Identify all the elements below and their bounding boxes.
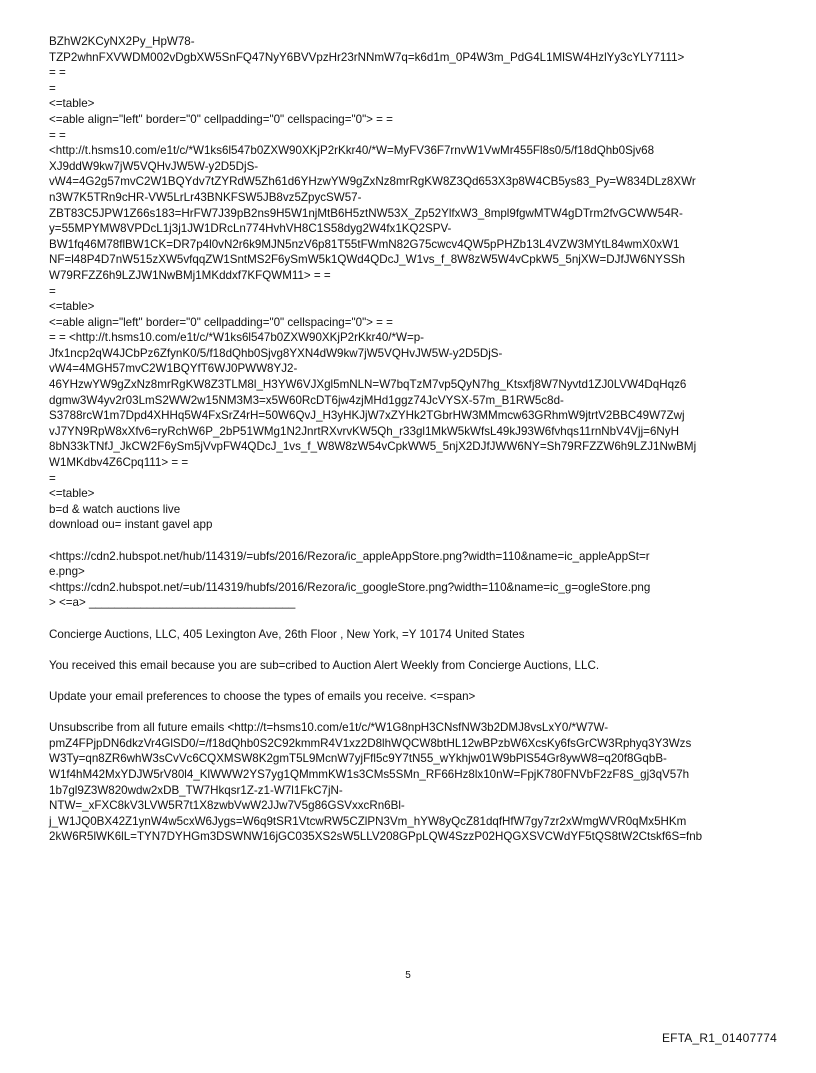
text-line: NTW=_xFXC8kV3LVW5R7t1X8zwbVwW2JJw7V5g86GSVxxcRn6Bl- — [49, 799, 405, 813]
text-line — [49, 673, 773, 689]
text-line: download ou= instant gavel app — [49, 518, 213, 532]
text-line: > <=a> ________________________________ — [49, 596, 296, 610]
document-body — [49, 34, 773, 845]
text-line: = = — [49, 128, 66, 142]
text-line: Unsubscribe from all future emails <http://t=hsms10.com/e1t/c/*W1G8npH3CNsfNW3b2DMJ8vsLxY0/*W7W- — [49, 721, 609, 735]
text-line: dgmw3W4yv2r03LmS2WW2w15NM3M3=x5W60RcDT6jw4zjMHd1ggz74JcVYSX-57m_B1RW5c8d- — [49, 393, 564, 407]
text-line: Jfx1ncp2qW4JCbPz6ZfynK0/5/f18dQhb0Sjvg8YXN4dW9kw7jW5VQHvJW5W-y2D5DjS- — [49, 346, 503, 360]
text-line: vW4=4G2g57mvC2W1BQYdv7tZYRdW5Zh61d6YHzwYW9gZxNz8mrRgKW8Z3Qd653X3p8W4CB5ys83_Py=W834DLz8XWr — [49, 175, 696, 189]
document-id: EFTA_R1_01407774 — [661, 1031, 777, 1045]
text-line: <=table> — [49, 487, 95, 501]
text-line: <=table> — [49, 300, 95, 314]
text-line: <https://cdn2.hubspot.net/=ub/114319/hubfs/2016/Rezora/ic_googleStore.png?width=110&name=ic_g=ogleStore.png — [49, 580, 651, 594]
text-line: W79RFZZ6h9LZJW1NwBMj1MKddxf7KFQWM11> = = — [49, 268, 331, 282]
text-line: pmZ4FPjpDN6dkzVr4GlSD0/=/f18dQhb0S2C92kmmR4V1xz2D8lhWQCW8btHL12wBPzbW6XcsKy6fsGrCW3Rphyq3Y3Wzs — [49, 736, 692, 750]
text-line: <http://t.hsms10.com/e1t/c/*W1ks6l547b0ZXW90XKjP2rKkr40/*W=MyFV36F7rnvW1VwMr455Fl8s0/5/f18dQhb0Sjv68 — [49, 144, 655, 158]
text-line: y=55MPYMW8VPDcL1j3j1JW1DRcLn774HvhVH8C1S58dyg2W4fx1KQ2SPV- — [49, 222, 452, 236]
text-line: W1MKdbv4Z6Cpq111> = = — [49, 456, 189, 470]
text-line: = — [49, 81, 56, 95]
text-line: = = <http://t.hsms10.com/e1t/c/*W1ks6l547b0ZXW90XKjP2rKkr40/*W=p- — [49, 331, 425, 345]
text-line: 1b7gl9Z3W820wdw2xDB_TW7Hkqsr1Z-z1-W7l1FkC7jN- — [49, 783, 343, 797]
text-line: n3W7K5TRn9cHR-VW5LrLr43BNKFSW5JB8vz5ZpycSW57- — [49, 190, 362, 204]
text-line: Update your email preferences to choose the types of emails you receive. <=span> — [49, 689, 476, 703]
text-line: = = — [49, 66, 66, 80]
text-line: W1f4hM42MxYDJW5rV80l4_KlWWW2YS7yg1QMmmKW1s3CMs5SMn_RF66Hz8lx10nW=FpjK780FNVbF2zF8S_gj3qV57h — [49, 767, 690, 781]
text-line: 8bN33kTNfJ_JkCW2F6ySm5jVvpFW4QDcJ_1vs_f_W8W8zW54vCpkWW5_5njX2DJfJWW6NY=Sh79RFZZW6h9LZJ1NwBMj — [49, 440, 697, 454]
text-line: NF=l48P4D7nW515zXW5vfqqZW1SntMS2F6ySmW5k1QWd4QDcJ_W1vs_f_8W8zW5W4vCpkW5_5njXW=DJfJW6NYSSh — [49, 253, 685, 267]
text-line: S3788rcW1m7Dpd4XHHq5W4FxSrZ4rH=50W6QvJ_H3yHKJjW7xZYHk2TGbrHW3MMmcw63GRhmW9jtrtV2BBC49W7Zwj — [49, 409, 685, 423]
text-line: vW4=4MGH57mvC2W1BQYfT6WJ0PWW8YJ2- — [49, 362, 298, 376]
text-line: = — [49, 471, 56, 485]
text-line: ZBT83C5JPW1Z66s183=HrFW7J39pB2ns9H5W1njMtB6H5ztNW53X_Zp52YlfxW3_8mpl9fgwMTW4gDTrm2fvGCWW54R- — [49, 206, 683, 220]
text-line: <=able align="left" border="0" cellpadding="0" cellspacing="0"> = = — [49, 315, 393, 329]
text-line: 2kW6R5lWK6lL=TYN7DYHGm3DSWNW16jGC035XS2sW5LLV208GPpLQW4SzzP02HQGXSVCWdYF5tQS8tW2Ctskf6S=fnb — [49, 830, 703, 844]
text-line: BZhW2KCyNX2Py_HpW78- — [49, 35, 195, 48]
text-line: TZP2whnFXVWDM002vDgbXW5SnFQ47NyY6BVVpzHr23rNNmW7q=k6d1m_0P4W3m_PdG4L1MlSW4HzlYy3cYLY7111> — [49, 50, 685, 64]
text-line: XJ9ddW9kw7jW5VQHvJW5W-y2D5DjS- — [49, 159, 259, 173]
text-line — [49, 611, 773, 627]
text-line: <=table> — [49, 97, 95, 111]
page-number: 5 — [405, 970, 411, 981]
text-line: = — [49, 284, 56, 298]
text-line — [49, 533, 773, 549]
text-line: vJ7YN9RpW8xXfv6=ryRchW6P_2bP51WMg1N2JnrtRXvrvKW5Qh_r33gl1MkW5kWfsL49kJ93W6fvhqs11rnNbV4Vjj=6NyH — [49, 424, 679, 438]
text-line: BW1fq46M78flBW1CK=DR7p4l0vN2r6k9MJN5nzV6p81T55tFWmN82G75cwcv4QW5pPHZb13L4VZW3MYtL84wmX0xW1 — [49, 237, 680, 251]
text-line: b=d & watch auctions live — [49, 502, 181, 516]
text-line: Concierge Auctions, LLC, 405 Lexington Ave, 26th Floor , New York, =Y 10174 United States — [49, 627, 525, 641]
text-line: You received this email because you are sub=cribed to Auction Alert Weekly from Concierge Auctions, LLC. — [49, 658, 600, 672]
text-line — [49, 705, 773, 721]
text-line: 46YHzwYW9gZxNz8mrRgKW8Z3TLM8l_H3YW6VJXgl5mNLN=W7bqTzM7vp5QyN7hg_Ktsxfj8W7Nyvtd1ZJ0LVW4DqHqz6 — [49, 378, 687, 392]
text-line: j_W1JQ0BX42Z1ynW4w5cxW6Jygs=W6q9tSR1VtcwRW5CZlPN3Vm_hYW8yQcZ81dqfHfW7gy7zr2xWmgWVR0qMx5HKm — [49, 814, 687, 828]
text-line: <=able align="left" border="0" cellpadding="0" cellspacing="0"> = = — [49, 112, 393, 126]
text-line: e.png> — [49, 565, 85, 579]
text-line: W3Ty=qn8ZR6whW3sCvVc6CQXMSW8K2gmT5L9McnW7yjFfl5c9Y7tN55_wYkhjw01W9bPlS54Gr8ywW8=q20f8GqbB- — [49, 752, 667, 766]
text-line — [49, 642, 773, 658]
text-line: <https://cdn2.hubspot.net/hub/114319/=ubfs/2016/Rezora/ic_appleAppStore.png?width=110&name=ic_appleAppSt=r — [49, 549, 650, 563]
